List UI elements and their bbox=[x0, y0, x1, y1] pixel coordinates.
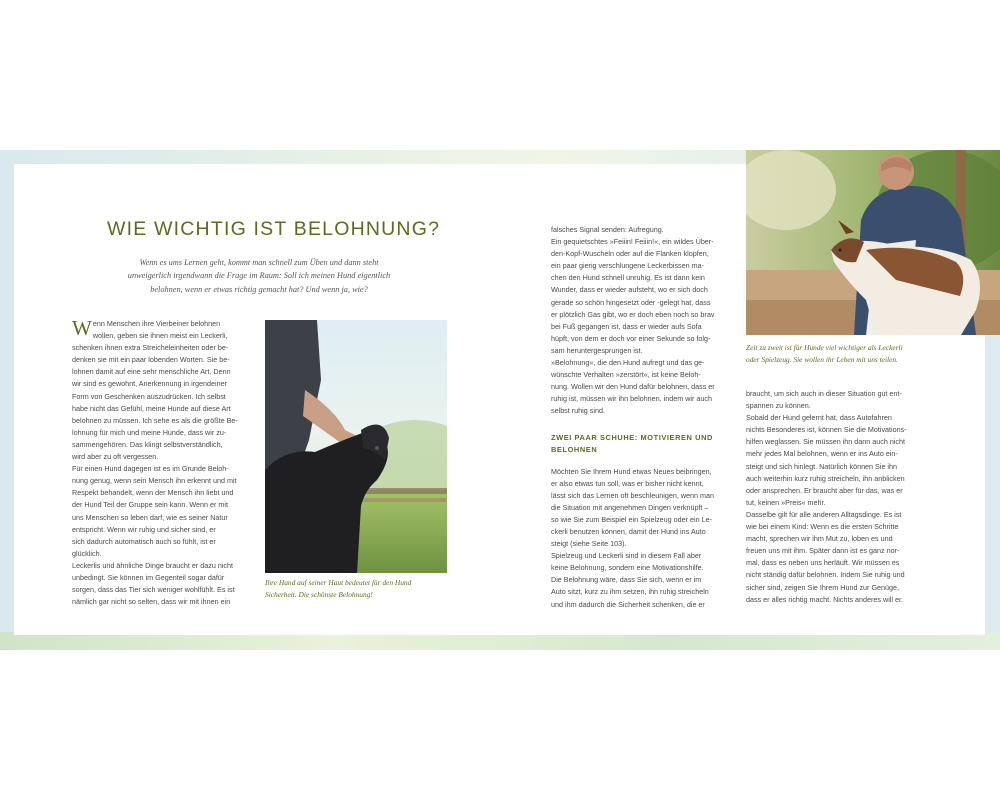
body-line: Leckerlis und ähnliche Dinge braucht er dazu nicht bbox=[72, 560, 234, 570]
body-line: hilfen weglassen. Sie müssen ihn dann auch nicht bbox=[746, 437, 906, 447]
body-line: nichts Besonderes ist, können Sie die Motivations- bbox=[746, 425, 907, 435]
body-line: Spielzeug und Leckerli sind in diesem Fall aber bbox=[551, 551, 702, 561]
intro-line: unweigerlich irgendwann die Frage im Raum: Soll ich meinen Hund eigentlich bbox=[127, 271, 391, 281]
caption-line: Zeit zu zweit ist für Hunde viel wichtiger als Leckerli bbox=[746, 343, 903, 352]
body-line: nung genug, wenn sein Mensch ihn erkennt und mit bbox=[72, 476, 237, 486]
body-line: steigt (siehe Seite 103). bbox=[551, 539, 627, 549]
text-column-1 bbox=[72, 318, 260, 608]
body-line: spannen zu können. bbox=[746, 401, 811, 411]
body-line: Die Belohnung wäre, dass Sie sich, wenn er im bbox=[551, 575, 702, 585]
body-line: Dasselbe gilt für alle anderen Alltagsdinge. Es ist bbox=[746, 509, 902, 519]
photo-caption-2 bbox=[746, 342, 946, 366]
body-line: Sobald der Hund gelernt hat, dass Autofahren bbox=[746, 413, 892, 423]
body-line: tut, keinen »Preis« mehr. bbox=[746, 497, 826, 507]
body-line: gerade so schön hingesetzt oder -gelegt hat, dass bbox=[551, 297, 711, 307]
body-line: wir sind es gewohnt, Anerkennung in irgendeiner bbox=[72, 379, 228, 389]
intro-line: Wenn es ums Lernen geht, kommt man schnell zum Üben und dann steht bbox=[139, 258, 379, 267]
intro-text bbox=[100, 256, 418, 296]
body-line: hüpft, von dem er doch vor einer Sekunde so folg- bbox=[551, 333, 711, 343]
photo-caption-1 bbox=[265, 577, 455, 601]
body-line: wie bei einem Kind: Wenn es die ersten Schritte bbox=[746, 522, 899, 532]
body-line: ckerli benutzen können, damit der Hund ins Auto bbox=[551, 526, 706, 536]
caption-line: Sicherheit. Die schönste Belohnung! bbox=[265, 589, 373, 599]
body-line: mal, dass es neben uns herläuft. Wir müssen es bbox=[746, 558, 900, 568]
body-line: nicht ständig dafür belohnen. Indem Sie ruhig und bbox=[746, 570, 905, 580]
body-line: Möchten Sie Ihrem Hund etwas Neues beibringen, bbox=[551, 466, 712, 476]
body-line: wollen, geben sie ihnen meist ein Leckerli, bbox=[92, 331, 228, 341]
body-line: die Situation mit angenehmen Dingen verknüpft – bbox=[551, 502, 709, 512]
body-line: Form von Geschenken auszudrücken. Ich selbst bbox=[72, 391, 226, 401]
body-line: er also etwas tun soll, was er bisher nicht kennt, bbox=[551, 478, 704, 488]
body-line: ein paar gierig verschlungene Leckerbissen ma- bbox=[551, 261, 705, 271]
column-body bbox=[551, 466, 739, 611]
body-line: selbst ruhig sind. bbox=[551, 406, 605, 416]
column-body bbox=[746, 388, 934, 606]
dog-petting-photo bbox=[265, 320, 447, 573]
body-line: steigt und sich hinlegt. Natürlich können Sie ihn bbox=[746, 461, 898, 471]
caption-line: oder Spielzeug. Sie wollen ihr Leben mit uns teilen. bbox=[746, 354, 898, 364]
body-line: und ihm dadurch die Sicherheit schenken, die er bbox=[551, 599, 705, 609]
body-line: falsches Signal senden: Aufregung. bbox=[551, 225, 664, 234]
body-line: belohnen zu müssen. Ich sehe es als die größte Be- bbox=[72, 415, 238, 425]
body-line: freuen uns mit ihm. Später dann ist es ganz nor- bbox=[746, 546, 900, 556]
body-line: dass er alles richtig macht. Nichts anderes will er. bbox=[746, 594, 903, 604]
caption-line: Ihre Hand auf seiner Haut bedeutet für den Hund bbox=[265, 578, 412, 587]
text-column-3 bbox=[746, 388, 934, 606]
body-line: sammengehören. Das klingt selbstverständlich, bbox=[72, 439, 223, 449]
body-line: unbedingt. Sie können im Gegenteil sogar dafür bbox=[72, 572, 225, 582]
body-line: chen den Hund schnell unruhig. Es ist dann kein bbox=[551, 273, 705, 283]
body-line: Auto sitzt, kurz zu ihm setzen, ihn ruhig streicheln bbox=[551, 587, 709, 597]
body-line: sorgen, dass das Tier sich weniger wohlfühlt. Es ist bbox=[72, 585, 235, 595]
body-line: nämlich gar nicht so selten, dass wir mit ihnen ein bbox=[72, 597, 231, 607]
drop-cap: W bbox=[72, 316, 92, 340]
column-body bbox=[72, 330, 260, 608]
body-line: auch weiterhin kurz ruhig streicheln, ihn anblicken bbox=[746, 473, 905, 483]
text-column-2 bbox=[551, 224, 739, 611]
body-line: sich dadurch automatisch auch so fühlt, ist er bbox=[72, 536, 216, 546]
body-line: schenken ihnen extra Streicheleinheiten oder be- bbox=[72, 343, 229, 353]
body-line: oder ansprechen. Er braucht aber für das, was er bbox=[746, 485, 903, 495]
body-line: Für einen Hund dagegen ist es im Grunde Beloh- bbox=[72, 464, 229, 474]
body-line: Respekt behandelt, wenn der Mensch ihn liebt und bbox=[72, 488, 234, 498]
body-line: habe nicht das Gefühl, meine Hunde auf diese Art bbox=[72, 403, 231, 413]
body-line: den-Kopf-Wuscheln oder auf die Flanken klopfen, bbox=[551, 249, 709, 259]
body-line: er plötzlich Gas gibt, wo er doch eben noch so brav bbox=[551, 309, 715, 319]
body-line: lohnung für mich und meine Hunde, dass wir zu- bbox=[72, 427, 227, 437]
body-line: keine Belohnung, sondern eine Motivationshilfe. bbox=[551, 563, 704, 573]
body-line: denken sie mit ein paar lobenden Worten. Sie be- bbox=[72, 355, 230, 365]
body-line: »Belohnung«, die den Hund aufregt und das ge- bbox=[551, 358, 705, 368]
body-line: enn Menschen ihre Vierbeiner belohnen bbox=[92, 319, 221, 328]
body-line: lässt sich das Lernen oft beschleunigen, wenn man bbox=[551, 490, 715, 500]
body-line: ruhig ist, müssen wir ihn belohnen, indem wir auch bbox=[551, 394, 712, 404]
body-line: wird aber zu oft vergessen. bbox=[72, 452, 159, 462]
subheading-line: BELOHNEN bbox=[551, 445, 598, 454]
body-line: nung. Wollen wir den Hund dafür belohnen, dass er bbox=[551, 382, 715, 392]
body-line: braucht, um sich auch in dieser Situation gut ent- bbox=[746, 389, 902, 398]
body-line: Ein gequietschtes »Feiiin! Feiiin!«, ein wildes Über- bbox=[551, 237, 714, 247]
section-subheading bbox=[551, 432, 739, 457]
man-with-dog-photo bbox=[746, 150, 1000, 335]
body-line: glücklich. bbox=[72, 548, 102, 558]
body-line: Wunder, dass er wieder aufsteht, wo er sich doch bbox=[551, 285, 708, 295]
body-line: bei Fuß gegangen ist, dass er wieder aufs Sofa bbox=[551, 321, 702, 331]
body-line: wünschte Verhalten »zerstört«, ist keine Beloh- bbox=[551, 370, 701, 380]
page-title: WIE WICHTIG IST BELOHNUNG? bbox=[107, 218, 441, 240]
body-line: mehr jedes Mal belohnen, wenn er ins Auto ein- bbox=[746, 449, 898, 459]
column-body bbox=[551, 224, 739, 418]
body-line: uns Menschen so leben darf, wie es seiner Natur bbox=[72, 512, 228, 522]
body-line: sicher sind, zeigen Sie Ihrem Hund zur Genüge, bbox=[746, 582, 900, 592]
body-line: sam heruntergesprungen ist. bbox=[551, 345, 643, 355]
body-line: lohnen damit auf eine sehr menschliche Art. Denn bbox=[72, 367, 231, 377]
subheading-line: ZWEI PAAR SCHUHE: MOTIVIEREN UND bbox=[551, 432, 713, 442]
body-line: macht, sprechen wir ihm Mut zu, loben es und bbox=[746, 534, 893, 544]
body-line: der Hund Teil der Gruppe sein kann. Wenn er mit bbox=[72, 500, 228, 510]
body-line: entspricht. Wenn wir ruhig und sicher sind, er bbox=[72, 524, 216, 534]
intro-line: belohnen, wenn er etwas richtig gemacht hat? Und wenn ja, wie? bbox=[150, 284, 368, 294]
body-line: so wie Sie zum Beispiel ein Spielzeug oder ein Le- bbox=[551, 514, 713, 524]
